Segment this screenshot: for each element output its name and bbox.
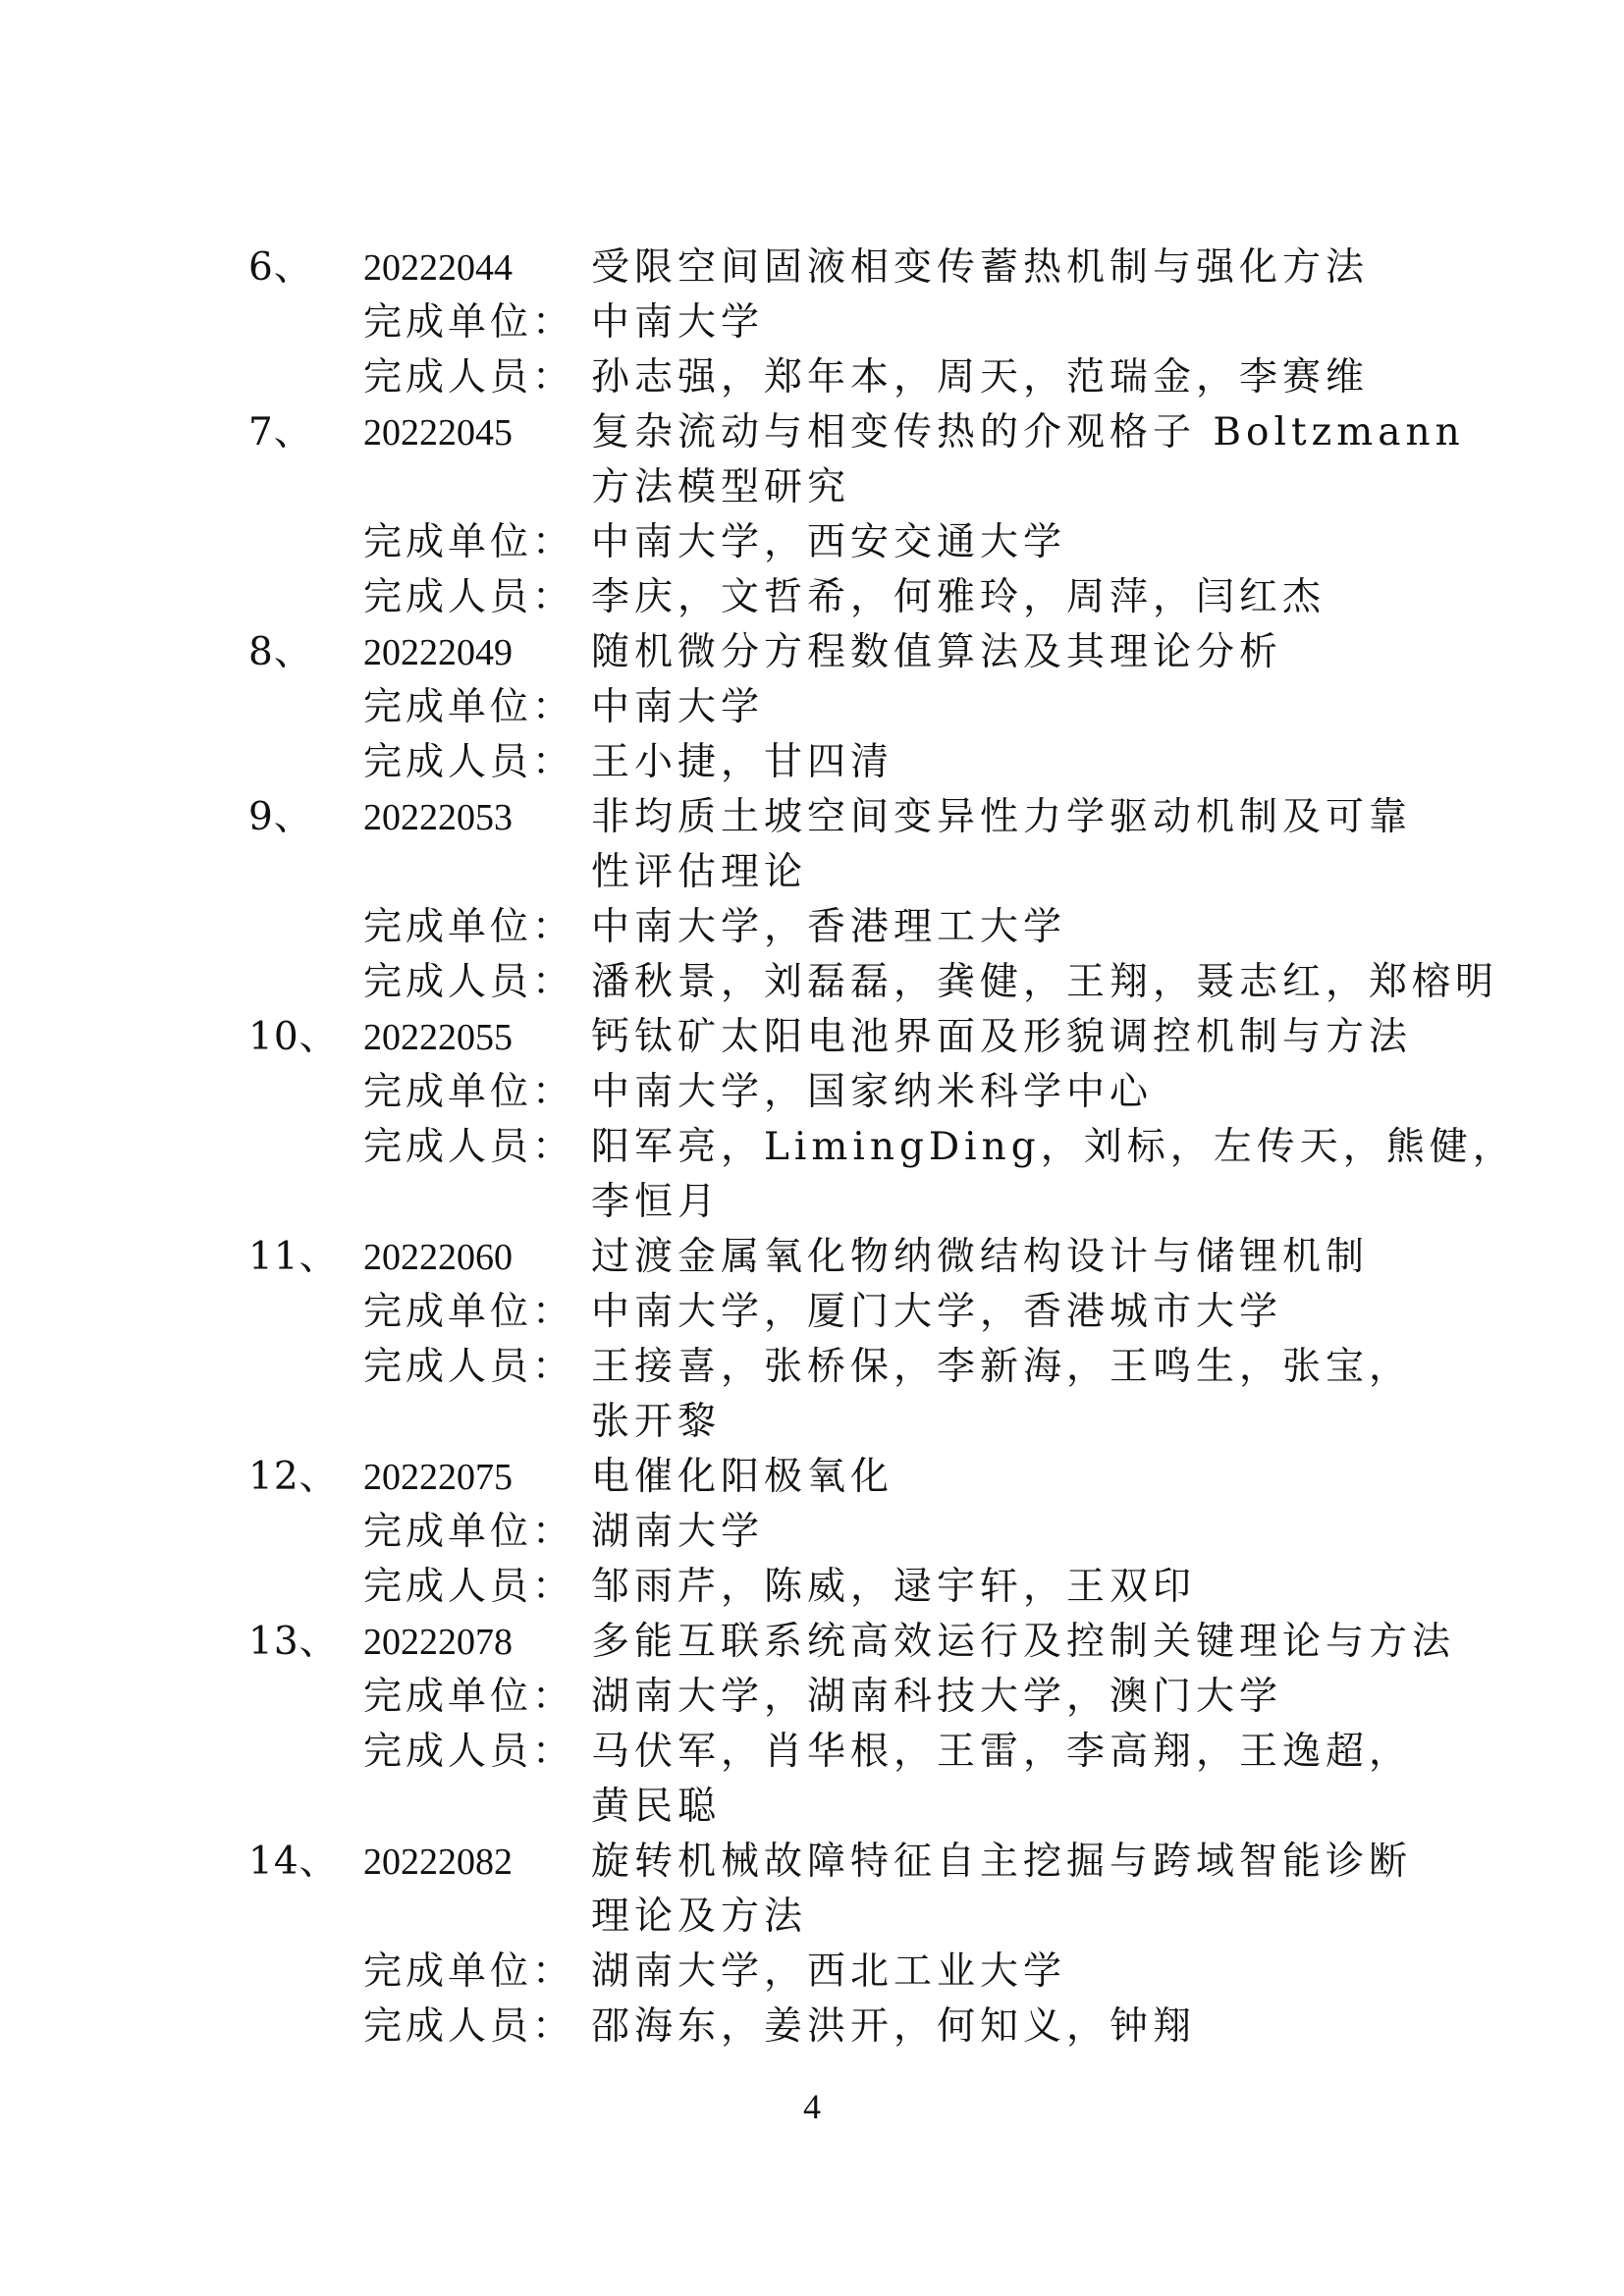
people-row: [0, 1340, 1624, 1395]
people-names: 李庆，文哲希，何雅玲，周萍，闫红杰: [591, 575, 1326, 619]
people-label: 完成人员：: [363, 740, 575, 784]
unit-label: 完成单位：: [363, 905, 575, 949]
entry-number: 13、: [248, 1620, 339, 1664]
unit-label: 完成单位：: [363, 1290, 575, 1334]
project-title: 钙钛矿太阳电池界面及形貌调控机制与方法: [591, 1015, 1413, 1059]
title-row: [0, 625, 1624, 680]
people-names: 张开黎: [591, 1400, 722, 1444]
project-title: 过渡金属氧化物纳微结构设计与储锂机制: [591, 1235, 1370, 1279]
people-names: 潘秋景，刘磊磊，龚健，王翔，聂志红，郑榕明: [591, 960, 1499, 1004]
entry-number: 14、: [248, 1840, 339, 1884]
people-row: [0, 1120, 1624, 1175]
unit-label: 完成单位：: [363, 300, 575, 345]
unit-name: 湖南大学，湖南科技大学，澳门大学: [591, 1675, 1283, 1719]
award-entry: [0, 1615, 1624, 1835]
entry-number: 7、: [248, 410, 313, 454]
unit-label: 完成单位：: [363, 520, 575, 564]
title-row: [0, 1230, 1624, 1285]
unit-name: 中南大学，厦门大学，香港城市大学: [591, 1290, 1283, 1334]
project-code: 20222045: [363, 412, 513, 454]
people-names: 李恒月: [591, 1180, 722, 1224]
award-entry: [0, 790, 1624, 1010]
unit-name: 中南大学，国家纳米科学中心: [591, 1070, 1154, 1114]
unit-row: [0, 1065, 1624, 1120]
title-row: [0, 1835, 1624, 1890]
unit-label: 完成单位：: [363, 1949, 575, 1994]
unit-row: [0, 295, 1624, 350]
project-title: 电催化阳极氧化: [591, 1455, 894, 1499]
unit-row: [0, 1670, 1624, 1725]
project-title: 非均质土坡空间变异性力学驱动机制及可靠: [591, 795, 1413, 839]
entry-number: 10、: [248, 1015, 339, 1059]
unit-name: 湖南大学: [591, 1510, 765, 1554]
people-names: 邹雨芹，陈威，逯宇轩，王双印: [591, 1565, 1197, 1609]
award-entry: [0, 1230, 1624, 1450]
people-names: 阳军亮，LimingDing，刘标，左传天，熊健，: [591, 1125, 1516, 1169]
project-title: 受限空间固液相变传蓄热机制与强化方法: [591, 245, 1370, 290]
project-code: 20222053: [363, 797, 513, 838]
people-row: [0, 955, 1624, 1010]
project-code: 20222049: [363, 632, 513, 673]
people-label: 完成人员：: [363, 355, 575, 400]
people-names: 黄民聪: [591, 1785, 722, 1829]
project-title: 性评估理论: [591, 850, 808, 894]
unit-label: 完成单位：: [363, 1510, 575, 1554]
title-row: [0, 790, 1624, 845]
award-entry: [0, 1450, 1624, 1615]
people-row: [0, 735, 1624, 790]
people-label: 完成人员：: [363, 2004, 575, 2049]
project-code: 20222075: [363, 1457, 513, 1498]
award-entry: [0, 240, 1624, 405]
title-row: [0, 1450, 1624, 1505]
unit-row: [0, 1945, 1624, 2000]
people-names: 王小捷，甘四清: [591, 740, 894, 784]
project-title: 方法模型研究: [591, 465, 851, 509]
project-title: 复杂流动与相变传热的介观格子 Boltzmann: [591, 410, 1465, 454]
project-code: 20222044: [363, 247, 513, 289]
project-code: 20222082: [363, 1842, 513, 1883]
people-names: 马伏军，肖华根，王雷，李高翔，王逸超，: [591, 1730, 1413, 1774]
people-label: 完成人员：: [363, 1730, 575, 1774]
project-title: 多能互联系统高效运行及控制关键理论与方法: [591, 1620, 1456, 1664]
project-title: 理论及方法: [591, 1895, 808, 1939]
people-row: [0, 350, 1624, 405]
award-entry: [0, 1010, 1624, 1230]
unit-row: [0, 1505, 1624, 1560]
people-row: [0, 2000, 1624, 2055]
people-names: 邵海东，姜洪开，何知义，钟翔: [591, 2004, 1197, 2049]
award-entry: [0, 625, 1624, 790]
unit-name: 中南大学: [591, 300, 765, 345]
entry-number: 8、: [248, 630, 313, 674]
title-row: [0, 405, 1624, 460]
people-row: [0, 570, 1624, 625]
project-code: 20222060: [363, 1237, 513, 1278]
project-code: 20222078: [363, 1622, 513, 1663]
project-title: 旋转机械故障特征自主挖掘与跨域智能诊断: [591, 1840, 1413, 1884]
people-label: 完成人员：: [363, 575, 575, 619]
unit-row: [0, 1285, 1624, 1340]
unit-row: [0, 680, 1624, 735]
award-entry: [0, 405, 1624, 625]
project-code: 20222055: [363, 1017, 513, 1058]
title-row: [0, 1890, 1624, 1945]
title-row: [0, 1615, 1624, 1670]
unit-name: 中南大学，西安交通大学: [591, 520, 1067, 564]
title-row: [0, 460, 1624, 515]
title-row: [0, 845, 1624, 900]
entry-number: 6、: [248, 245, 313, 290]
people-label: 完成人员：: [363, 960, 575, 1004]
people-row: [0, 1725, 1624, 1780]
unit-label: 完成单位：: [363, 1070, 575, 1114]
award-entry: [0, 1835, 1624, 2055]
unit-label: 完成单位：: [363, 1675, 575, 1719]
people-row: [0, 1560, 1624, 1615]
unit-name: 中南大学: [591, 685, 765, 729]
unit-name: 中南大学，香港理工大学: [591, 905, 1067, 949]
people-label: 完成人员：: [363, 1345, 575, 1389]
unit-row: [0, 515, 1624, 570]
unit-row: [0, 900, 1624, 955]
people-row: [0, 1780, 1624, 1835]
entry-number: 9、: [248, 795, 313, 839]
people-names: 王接喜，张桥保，李新海，王鸣生，张宝，: [591, 1345, 1413, 1389]
entry-number: 12、: [248, 1455, 339, 1499]
people-label: 完成人员：: [363, 1565, 575, 1609]
title-row: [0, 1010, 1624, 1065]
people-row: [0, 1175, 1624, 1230]
people-label: 完成人员：: [363, 1125, 575, 1169]
people-names: 孙志强，郑年本，周天，范瑞金，李赛维: [591, 355, 1370, 400]
unit-label: 完成单位：: [363, 685, 575, 729]
project-title: 随机微分方程数值算法及其理论分析: [591, 630, 1283, 674]
unit-name: 湖南大学，西北工业大学: [591, 1949, 1067, 1994]
people-row: [0, 1395, 1624, 1450]
entry-number: 11、: [248, 1235, 339, 1279]
document-body: [0, 240, 1624, 2055]
page-number: 4: [803, 2087, 821, 2126]
title-row: [0, 240, 1624, 295]
